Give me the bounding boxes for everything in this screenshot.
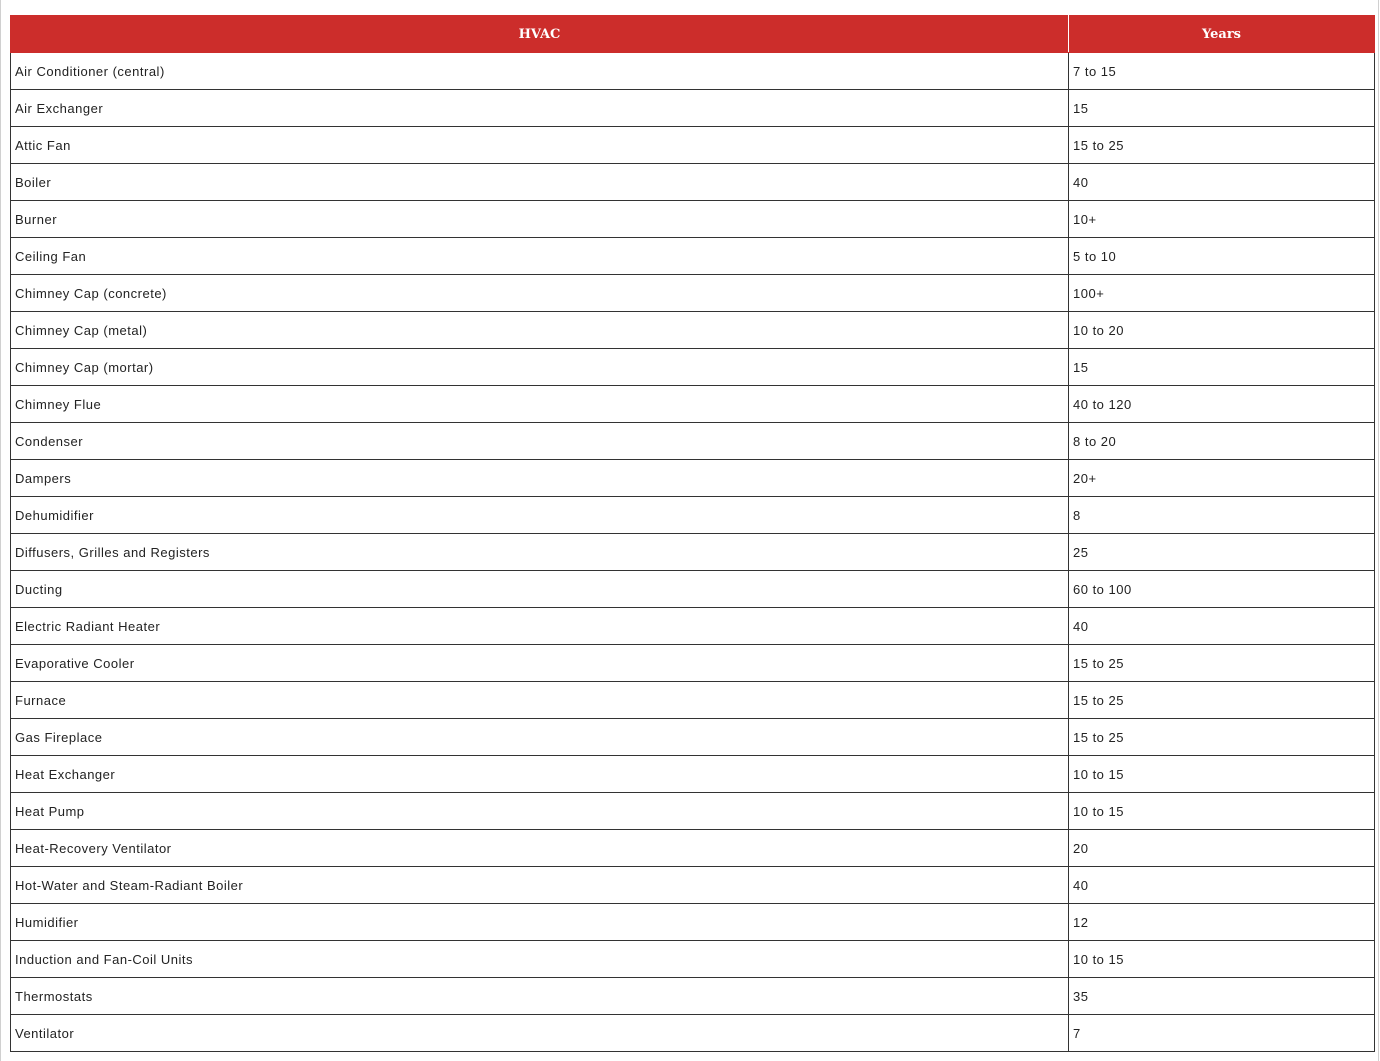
table-row bbox=[11, 164, 1375, 201]
table-row bbox=[11, 719, 1375, 756]
cell-hvac-item: Heat Pump bbox=[11, 793, 1069, 830]
cell-hvac-item: Humidifier bbox=[11, 904, 1069, 941]
cell-years: 10 to 20 bbox=[1069, 312, 1375, 349]
table-body bbox=[11, 53, 1375, 1052]
table-row bbox=[11, 793, 1375, 830]
table-row bbox=[11, 904, 1375, 941]
cell-hvac-item: Air Conditioner (central) bbox=[11, 53, 1069, 90]
table-row bbox=[11, 682, 1375, 719]
header-hvac: HVAC bbox=[11, 16, 1069, 53]
cell-years: 15 to 25 bbox=[1069, 645, 1375, 682]
cell-years: 7 bbox=[1069, 1015, 1375, 1052]
table-row bbox=[11, 460, 1375, 497]
cell-hvac-item: Boiler bbox=[11, 164, 1069, 201]
table-row bbox=[11, 312, 1375, 349]
cell-hvac-item: Diffusers, Grilles and Registers bbox=[11, 534, 1069, 571]
cell-years: 40 bbox=[1069, 164, 1375, 201]
cell-years: 12 bbox=[1069, 904, 1375, 941]
cell-hvac-item: Attic Fan bbox=[11, 127, 1069, 164]
cell-years: 15 bbox=[1069, 90, 1375, 127]
table-row bbox=[11, 201, 1375, 238]
table-row bbox=[11, 349, 1375, 386]
table-row bbox=[11, 645, 1375, 682]
cell-hvac-item: Heat-Recovery Ventilator bbox=[11, 830, 1069, 867]
table-row bbox=[11, 90, 1375, 127]
cell-hvac-item: Thermostats bbox=[11, 978, 1069, 1015]
cell-hvac-item: Chimney Cap (concrete) bbox=[11, 275, 1069, 312]
table-row bbox=[11, 941, 1375, 978]
cell-years: 10 to 15 bbox=[1069, 756, 1375, 793]
cell-hvac-item: Hot-Water and Steam-Radiant Boiler bbox=[11, 867, 1069, 904]
header-years: Years bbox=[1069, 16, 1375, 53]
cell-hvac-item: Furnace bbox=[11, 682, 1069, 719]
cell-years: 40 bbox=[1069, 608, 1375, 645]
table-row bbox=[11, 497, 1375, 534]
cell-hvac-item: Evaporative Cooler bbox=[11, 645, 1069, 682]
table-row bbox=[11, 830, 1375, 867]
cell-hvac-item: Induction and Fan-Coil Units bbox=[11, 941, 1069, 978]
cell-years: 15 bbox=[1069, 349, 1375, 386]
cell-years: 60 to 100 bbox=[1069, 571, 1375, 608]
table-row bbox=[11, 275, 1375, 312]
table-row bbox=[11, 53, 1375, 90]
cell-years: 25 bbox=[1069, 534, 1375, 571]
cell-years: 10 to 15 bbox=[1069, 793, 1375, 830]
hvac-lifespan-table bbox=[10, 15, 1375, 1052]
cell-years: 20+ bbox=[1069, 460, 1375, 497]
table-row bbox=[11, 238, 1375, 275]
cell-hvac-item: Ducting bbox=[11, 571, 1069, 608]
cell-hvac-item: Gas Fireplace bbox=[11, 719, 1069, 756]
cell-hvac-item: Ventilator bbox=[11, 1015, 1069, 1052]
cell-years: 15 to 25 bbox=[1069, 682, 1375, 719]
cell-years: 8 to 20 bbox=[1069, 423, 1375, 460]
cell-years: 35 bbox=[1069, 978, 1375, 1015]
table-row bbox=[11, 386, 1375, 423]
cell-years: 100+ bbox=[1069, 275, 1375, 312]
table-row bbox=[11, 756, 1375, 793]
cell-years: 20 bbox=[1069, 830, 1375, 867]
table-row bbox=[11, 978, 1375, 1015]
cell-hvac-item: Dehumidifier bbox=[11, 497, 1069, 534]
cell-hvac-item: Ceiling Fan bbox=[11, 238, 1069, 275]
cell-hvac-item: Chimney Flue bbox=[11, 386, 1069, 423]
cell-hvac-item: Air Exchanger bbox=[11, 90, 1069, 127]
cell-years: 10 to 15 bbox=[1069, 941, 1375, 978]
cell-years: 40 to 120 bbox=[1069, 386, 1375, 423]
cell-hvac-item: Chimney Cap (metal) bbox=[11, 312, 1069, 349]
table-row bbox=[11, 423, 1375, 460]
cell-hvac-item: Heat Exchanger bbox=[11, 756, 1069, 793]
table-row bbox=[11, 571, 1375, 608]
cell-years: 5 to 10 bbox=[1069, 238, 1375, 275]
cell-years: 7 to 15 bbox=[1069, 53, 1375, 90]
cell-years: 10+ bbox=[1069, 201, 1375, 238]
table-row bbox=[11, 127, 1375, 164]
table-row bbox=[11, 534, 1375, 571]
cell-years: 8 bbox=[1069, 497, 1375, 534]
cell-hvac-item: Dampers bbox=[11, 460, 1069, 497]
cell-hvac-item: Burner bbox=[11, 201, 1069, 238]
cell-hvac-item: Electric Radiant Heater bbox=[11, 608, 1069, 645]
table-row bbox=[11, 608, 1375, 645]
cell-years: 15 to 25 bbox=[1069, 719, 1375, 756]
table-header bbox=[11, 16, 1375, 53]
table-row bbox=[11, 867, 1375, 904]
cell-years: 40 bbox=[1069, 867, 1375, 904]
cell-years: 15 to 25 bbox=[1069, 127, 1375, 164]
table-row bbox=[11, 1015, 1375, 1052]
cell-hvac-item: Condenser bbox=[11, 423, 1069, 460]
header-row bbox=[11, 16, 1375, 53]
cell-hvac-item: Chimney Cap (mortar) bbox=[11, 349, 1069, 386]
